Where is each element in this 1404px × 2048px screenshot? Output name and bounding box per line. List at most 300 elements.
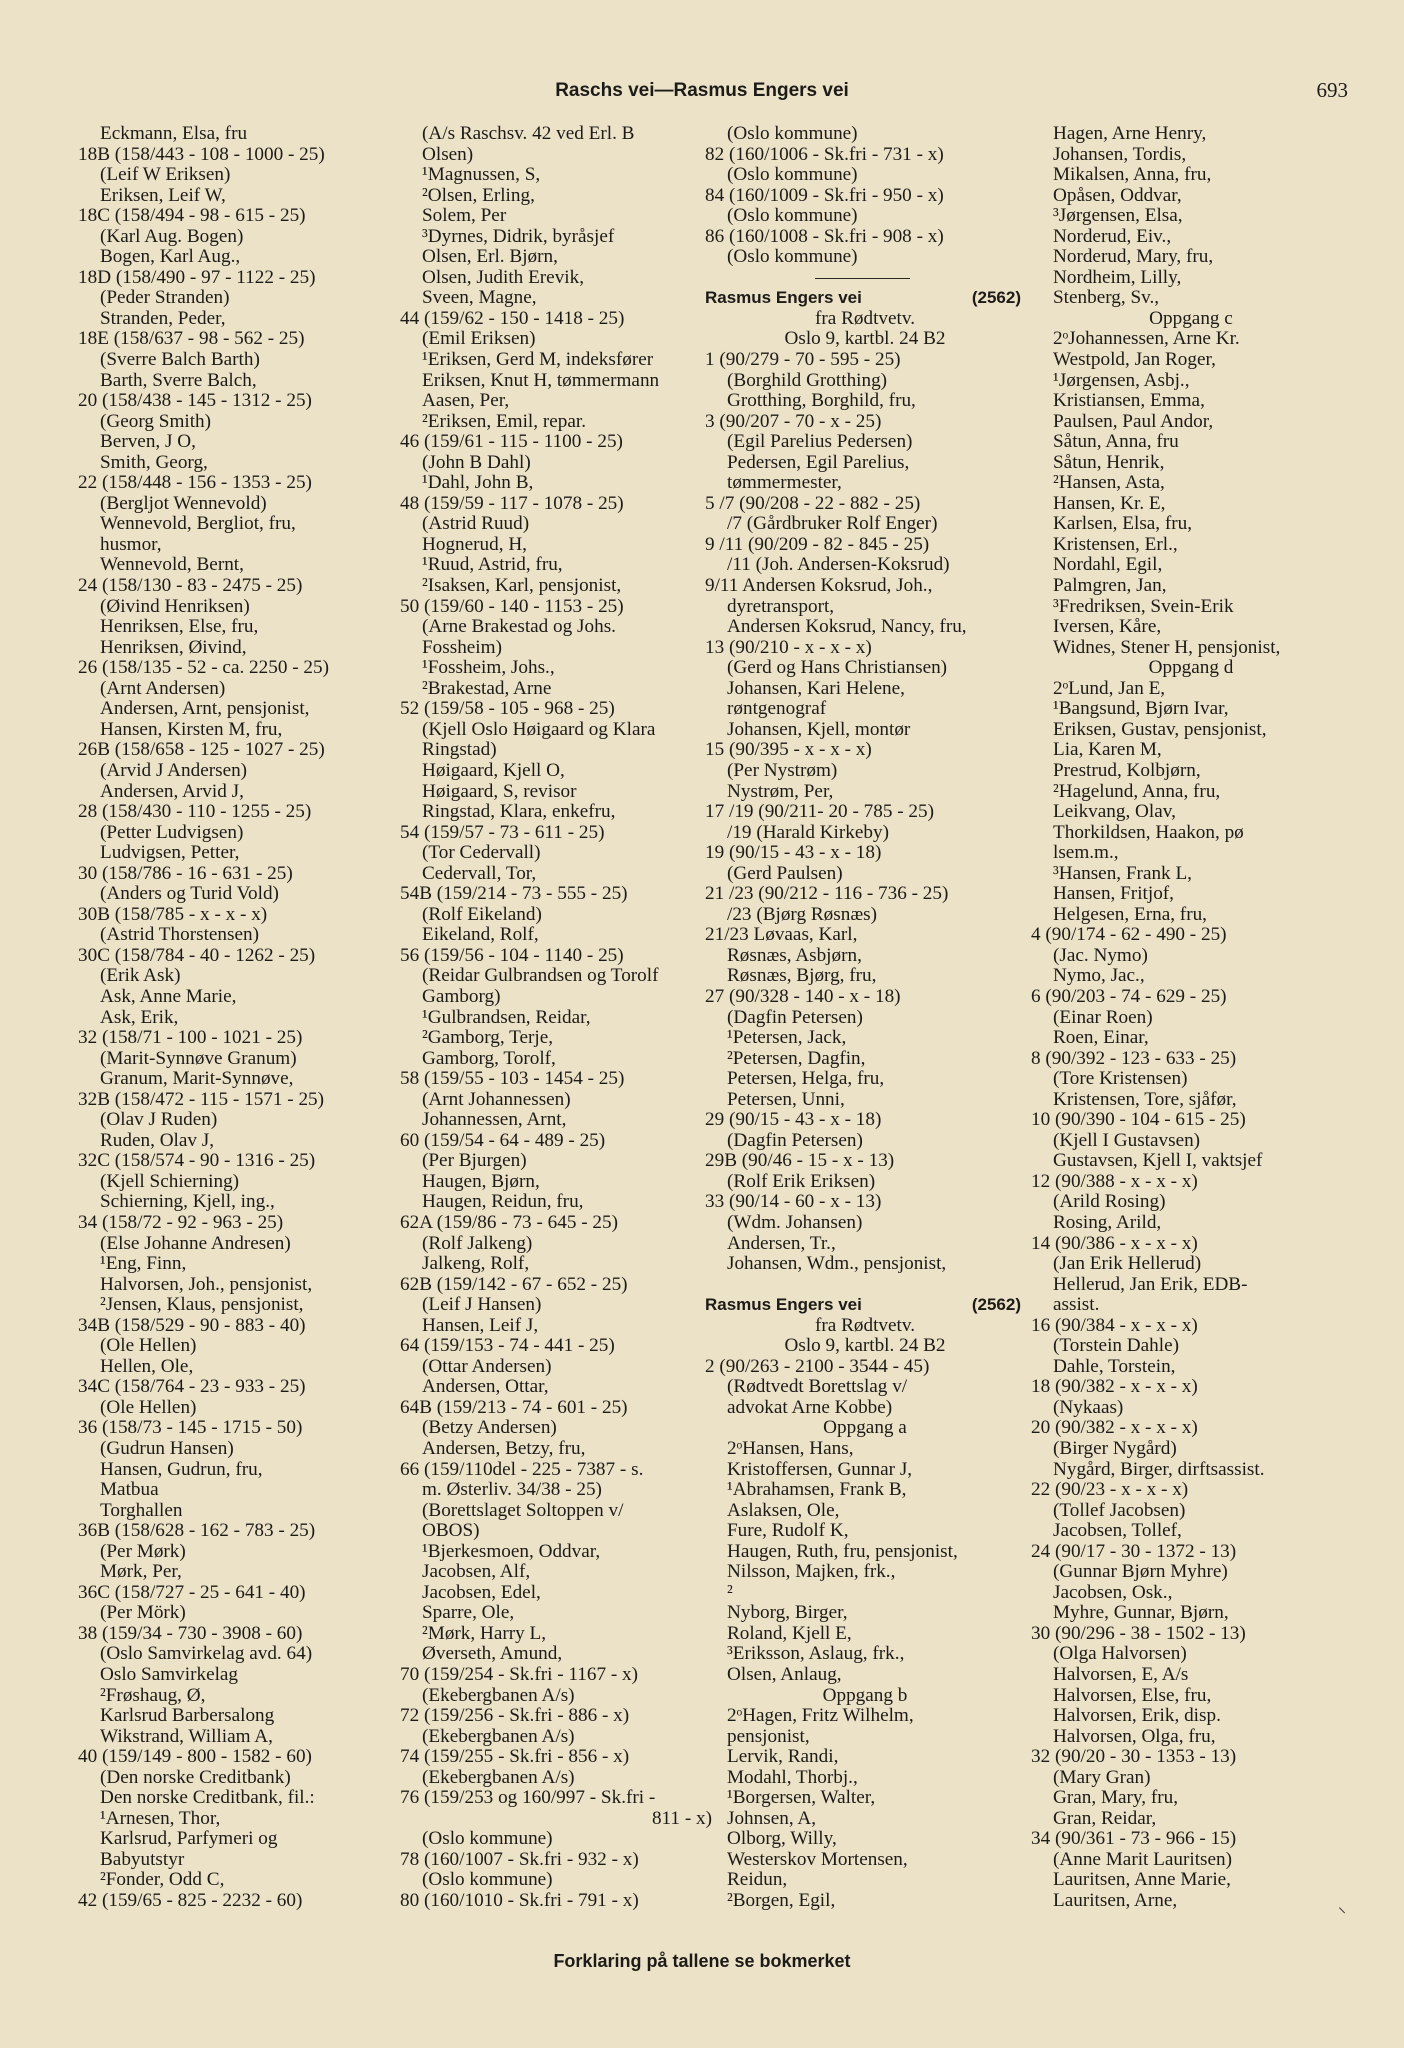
- resident-line: Stranden, Peder,: [100, 307, 226, 329]
- resident-line: (Borettslaget Soltoppen v/: [422, 1499, 624, 1521]
- resident-line: ¹Dahl, John B,: [422, 472, 534, 494]
- resident-line: Hellen, Ole,: [100, 1355, 194, 1377]
- resident-line: (Reidar Gulbrandsen og Torolf: [422, 965, 659, 987]
- resident-line: (Arne Brakestad og Johs.: [422, 616, 616, 638]
- resident-line: (Rolf Erik Eriksen): [727, 1170, 876, 1192]
- resident-line: Gamborg, Torolf,: [422, 1047, 556, 1069]
- address-entry: 1 (90/279 - 70 - 595 - 25): [705, 349, 901, 371]
- resident-line: Haugen, Bjørn,: [422, 1170, 540, 1192]
- resident-line: Bogen, Karl Aug.,: [100, 246, 241, 268]
- resident-line: Ringstad, Klara, enkefru,: [422, 801, 616, 823]
- resident-line: ²Mørk, Harry L,: [422, 1622, 547, 1644]
- resident-line: (Marit-Synnøve Granum): [100, 1047, 297, 1069]
- address-entry: 17 /19 (90/211- 20 - 785 - 25): [705, 801, 934, 823]
- resident-line: Cedervall, Tor,: [422, 862, 537, 884]
- address-entry: 60 (159/54 - 64 - 489 - 25): [400, 1129, 606, 1151]
- address-entry: 54 (159/57 - 73 - 611 - 25): [400, 821, 605, 843]
- resident-line: ¹Borgersen, Walter,: [727, 1787, 876, 1809]
- resident-line: (Birger Nygård): [1053, 1438, 1177, 1459]
- resident-line: Gran, Mary, fru,: [1053, 1787, 1179, 1809]
- resident-line: Fure, Rudolf K,: [727, 1520, 849, 1542]
- address-entry: 22 (90/23 - x - x - x): [1031, 1479, 1189, 1501]
- resident-line: (Jac. Nymo): [1053, 944, 1148, 966]
- resident-line: lsem.m.,: [1053, 842, 1119, 864]
- resident-line: tømmermester,: [727, 472, 842, 494]
- address-entry: 32 (90/20 - 30 - 1353 - 13): [1031, 1746, 1237, 1768]
- resident-line: Schierning, Kjell, ing.,: [100, 1191, 275, 1213]
- resident-line: (Einar Roen): [1053, 1006, 1153, 1028]
- resident-line: 811 - x): [651, 1807, 712, 1829]
- address-entry: 58 (159/55 - 103 - 1454 - 25): [400, 1068, 625, 1090]
- resident-line: (Oslo kommune): [422, 1869, 553, 1891]
- resident-line: (Ekebergbanen A/s): [422, 1725, 575, 1747]
- address-entry: 21 /23 (90/212 - 116 - 736 - 25): [705, 883, 949, 905]
- resident-line: /7 (Gårdbruker Rolf Enger): [727, 513, 938, 535]
- resident-line: Palmgren, Jan,: [1053, 575, 1167, 597]
- resident-line: Rosing, Arild,: [1053, 1211, 1162, 1233]
- address-entry: 46 (159/61 - 115 - 1100 - 25): [400, 431, 623, 453]
- resident-line: ¹Abrahamsen, Frank B,: [727, 1479, 907, 1501]
- resident-line: (Gerd og Hans Christiansen): [727, 657, 948, 679]
- resident-line: /19 (Harald Kirkeby): [727, 821, 889, 843]
- resident-line: Fossheim): [422, 636, 502, 658]
- resident-line: Hagen, Arne Henry,: [1053, 124, 1207, 144]
- resident-line: (Olga Halvorsen): [1053, 1643, 1187, 1665]
- page-number: 693: [1316, 78, 1348, 102]
- resident-line: Hansen, Gudrun, fru,: [100, 1458, 263, 1480]
- resident-line: (Oslo kommune): [727, 246, 858, 268]
- address-entry: 30 (90/296 - 38 - 1502 - 13): [1031, 1622, 1246, 1644]
- resident-line: (Karl Aug. Bogen): [100, 225, 244, 247]
- resident-line: Matbua: [100, 1479, 159, 1501]
- centered-line: Oppgang d: [1148, 657, 1234, 679]
- resident-line: Johnsen, A,: [727, 1807, 817, 1829]
- resident-line: Johansen, Wdm., pensjonist,: [727, 1253, 947, 1275]
- resident-line: Nygård, Birger, dirftsassist.: [1053, 1458, 1265, 1480]
- address-entry: 9/11 Andersen Koksrud, Joh.,: [705, 575, 933, 597]
- stray-mark: ⸜: [1338, 1899, 1347, 1916]
- address-entry: 34 (158/72 - 92 - 963 - 25): [78, 1211, 284, 1233]
- address-entry: 20 (158/438 - 145 - 1312 - 25): [78, 390, 312, 412]
- resident-line: Aslaksen, Ole,: [727, 1499, 840, 1521]
- resident-line: Olborg, Willy,: [727, 1828, 837, 1850]
- address-entry: 8 (90/392 - 123 - 633 - 25): [1031, 1047, 1237, 1069]
- address-entry: 30B (158/785 - x - x - x): [78, 903, 268, 925]
- street-code: (2562): [971, 1295, 1021, 1315]
- resident-line: Henriksen, Else, fru,: [100, 616, 259, 638]
- address-entry: 56 (159/56 - 104 - 1140 - 25): [400, 944, 624, 966]
- resident-line: Lauritsen, Anne Marie,: [1053, 1869, 1231, 1891]
- address-entry: 76 (159/253 og 160/997 - Sk.fri -: [400, 1787, 656, 1809]
- resident-line: Eriksen, Knut H, tømmermann: [422, 369, 660, 391]
- address-entry: 2 (90/263 - 2100 - 3544 - 45): [705, 1355, 930, 1377]
- resident-line: (Egil Parelius Pedersen): [727, 431, 913, 453]
- resident-line: Nordheim, Lilly,: [1053, 266, 1182, 288]
- resident-line: Kristensen, Erl.,: [1053, 533, 1178, 555]
- address-entry: 30C (158/784 - 40 - 1262 - 25): [78, 944, 316, 966]
- resident-line: Jacobsen, Edel,: [422, 1581, 541, 1603]
- resident-line: (Borghild Grotthing): [727, 369, 888, 391]
- resident-line: Smith, Georg,: [100, 451, 208, 473]
- resident-line: (Sverre Balch Barth): [100, 349, 260, 371]
- address-entry: 18 (90/382 - x - x - x): [1031, 1376, 1198, 1398]
- resident-line: Thorkildsen, Haakon, pø: [1053, 821, 1244, 843]
- resident-line: Johansen, Kari Helene,: [727, 677, 905, 699]
- resident-line: ²Hagelund, Anna, fru,: [1053, 780, 1221, 802]
- resident-line: Roen, Einar,: [1053, 1027, 1149, 1049]
- resident-line: Olsen, Anlaug,: [727, 1664, 842, 1686]
- resident-line: (Oslo kommune): [422, 1828, 553, 1850]
- address-entry: 52 (159/58 - 105 - 968 - 25): [400, 698, 615, 720]
- address-entry: 21/23 Løvaas, Karl,: [705, 924, 858, 946]
- resident-line: Såtun, Anna, fru: [1053, 431, 1179, 453]
- resident-line: Mikalsen, Anna, fru,: [1053, 164, 1212, 186]
- resident-line: Reidun,: [727, 1869, 788, 1891]
- resident-line: (Jan Erik Hellerud): [1053, 1253, 1202, 1275]
- resident-line: (Ole Hellen): [100, 1335, 197, 1357]
- resident-line: (John B Dahl): [422, 451, 531, 473]
- resident-line: ²Olsen, Erling,: [422, 184, 535, 206]
- resident-line: 2ᵒLund, Jan E,: [1053, 677, 1166, 699]
- resident-line: (Arnt Andersen): [100, 677, 226, 699]
- resident-line: (Georg Smith): [100, 410, 212, 432]
- resident-line: Norderud, Mary, fru,: [1053, 246, 1214, 268]
- resident-line: ¹Gulbrandsen, Reidar,: [422, 1006, 591, 1028]
- resident-line: Andersen, Tr.,: [727, 1232, 836, 1254]
- address-entry: 78 (160/1007 - Sk.fri - 932 - x): [400, 1848, 639, 1870]
- resident-line: Kristiansen, Emma,: [1053, 390, 1205, 412]
- address-entry: 6 (90/203 - 74 - 629 - 25): [1031, 985, 1227, 1007]
- resident-line: (Astrid Ruud): [422, 513, 530, 535]
- resident-line: (Kjell I Gustavsen): [1053, 1129, 1201, 1151]
- address-entry: 84 (160/1009 - Sk.fri - 950 - x): [705, 184, 944, 206]
- street-heading: [705, 1295, 1025, 1316]
- address-entry: 18E (158/637 - 98 - 562 - 25): [78, 328, 305, 350]
- address-entry: 10 (90/390 - 104 - 615 - 25): [1031, 1109, 1246, 1131]
- address-entry: 12 (90/388 - x - x - x): [1031, 1170, 1198, 1192]
- resident-line: Lia, Karen M,: [1053, 739, 1162, 761]
- resident-line: Halvorsen, Else, fru,: [1053, 1684, 1212, 1706]
- resident-line: ²Borgen, Egil,: [727, 1890, 836, 1912]
- resident-line: Kristensen, Tore, sjåfør,: [1053, 1088, 1237, 1110]
- resident-line: husmor,: [100, 533, 162, 555]
- address-entry: 29 (90/15 - 43 - x - 18): [705, 1109, 882, 1131]
- address-entry: 70 (159/254 - Sk.fri - 1167 - x): [400, 1664, 639, 1686]
- resident-line: Nilsson, Majken, frk.,: [727, 1561, 896, 1583]
- resident-line: Modahl, Thorbj.,: [727, 1766, 858, 1788]
- resident-line: Nystrøm, Per,: [727, 780, 834, 802]
- resident-line: (Rolf Eikeland): [422, 903, 542, 925]
- resident-line: Widnes, Stener H, pensjonist,: [1053, 636, 1281, 658]
- resident-line: m. Østerliv. 34/38 - 25): [422, 1479, 602, 1501]
- address-entry: 48 (159/59 - 117 - 1078 - 25): [400, 492, 624, 514]
- resident-line: Ludvigsen, Petter,: [100, 842, 240, 864]
- directory-column-3: [705, 124, 1025, 1912]
- resident-line: dyretransport,: [727, 595, 835, 617]
- resident-line: (Øivind Henriksen): [100, 595, 250, 617]
- address-entry: 72 (159/256 - Sk.fri - 886 - x): [400, 1705, 630, 1727]
- address-entry: 22 (158/448 - 156 - 1353 - 25): [78, 472, 312, 494]
- centered-line: Oppgang b: [822, 1684, 908, 1706]
- resident-line: Mørk, Per,: [100, 1561, 182, 1583]
- resident-line: Gran, Reidar,: [1053, 1807, 1157, 1829]
- resident-line: Eckmann, Elsa, fru: [100, 124, 248, 144]
- resident-line: (Arvid J Andersen): [100, 759, 248, 781]
- resident-line: Lauritsen, Arne,: [1053, 1890, 1178, 1912]
- address-entry: 32C (158/574 - 90 - 1316 - 25): [78, 1150, 316, 1172]
- resident-line: Hansen, Kr. E,: [1053, 492, 1166, 514]
- resident-line: Ask, Anne Marie,: [100, 985, 237, 1007]
- resident-line: Haugen, Ruth, fru, pensjonist,: [727, 1540, 958, 1562]
- resident-line: (Else Johanne Andresen): [100, 1232, 291, 1254]
- resident-line: Olsen, Erl. Bjørn,: [422, 246, 558, 268]
- resident-line: Iversen, Kåre,: [1053, 616, 1162, 638]
- resident-line: Haugen, Reidun, fru,: [422, 1191, 584, 1213]
- resident-line: røntgenograf: [727, 698, 827, 720]
- address-entry: 62B (159/142 - 67 - 652 - 25): [400, 1273, 628, 1295]
- resident-line: (Ekebergbanen A/s): [422, 1766, 575, 1788]
- section-divider: [705, 268, 1025, 289]
- resident-line: Hognerud, H,: [422, 533, 527, 555]
- address-entry: 64 (159/153 - 74 - 441 - 25): [400, 1335, 615, 1357]
- resident-line: (Dagfin Petersen): [727, 1129, 863, 1151]
- page-title: Raschs vei—Rasmus Engers vei: [555, 80, 849, 101]
- resident-line: ²Eriksen, Emil, repar.: [422, 410, 587, 432]
- resident-line: ³Hansen, Frank L,: [1053, 862, 1192, 884]
- resident-line: (Leif J Hansen): [422, 1294, 542, 1316]
- resident-line: ²Brakestad, Arne: [422, 677, 552, 699]
- resident-line: (Arild Rosing): [1053, 1191, 1166, 1213]
- resident-line: Halvorsen, E, A/s: [1053, 1664, 1189, 1686]
- address-entry: 27 (90/328 - 140 - x - 18): [705, 985, 901, 1007]
- resident-line: ¹Fossheim, Johs.,: [422, 657, 555, 679]
- resident-line: (Petter Ludvigsen): [100, 821, 244, 843]
- address-entry: 14 (90/386 - x - x - x): [1031, 1232, 1198, 1254]
- address-entry: 80 (160/1010 - Sk.fri - 791 - x): [400, 1890, 639, 1912]
- resident-line: Andersen Koksrud, Nancy, fru,: [727, 616, 967, 638]
- resident-line: Kristoffersen, Gunnar J,: [727, 1458, 913, 1480]
- address-entry: 18C (158/494 - 98 - 615 - 25): [78, 205, 306, 227]
- resident-line: Ask, Erik,: [100, 1006, 179, 1028]
- resident-line: ³Jørgensen, Elsa,: [1053, 205, 1183, 227]
- resident-line: Karlsen, Elsa, fru,: [1053, 513, 1193, 535]
- resident-line: Norderud, Eiv.,: [1053, 225, 1172, 247]
- resident-line: Jacobsen, Tollef,: [1053, 1520, 1182, 1542]
- resident-line: advokat Arne Kobbe): [727, 1396, 893, 1418]
- resident-line: Solem, Per: [422, 205, 507, 227]
- address-entry: 24 (90/17 - 30 - 1372 - 13): [1031, 1540, 1237, 1562]
- address-entry: 18B (158/443 - 108 - 1000 - 25): [78, 143, 325, 165]
- resident-line: ¹Magnussen, S,: [422, 164, 541, 186]
- resident-line: ³Dyrnes, Didrik, byråsjef: [422, 225, 615, 247]
- address-entry: 36C (158/727 - 25 - 641 - 40): [78, 1581, 306, 1603]
- resident-line: Myhre, Gunnar, Bjørn,: [1053, 1602, 1229, 1624]
- resident-line: Røsnæs, Asbjørn,: [727, 944, 862, 966]
- resident-line: Torghallen: [100, 1499, 183, 1521]
- resident-line: (Anne Marit Lauritsen): [1053, 1848, 1233, 1870]
- resident-line: (Betzy Andersen): [422, 1417, 557, 1439]
- address-entry: 38 (159/34 - 730 - 3908 - 60): [78, 1622, 303, 1644]
- resident-line: 2ᵒHagen, Fritz Wilhelm,: [727, 1705, 914, 1727]
- resident-line: Nyborg, Birger,: [727, 1602, 848, 1624]
- street-heading: [705, 288, 1025, 309]
- resident-line: ²: [727, 1581, 733, 1603]
- address-entry: 29B (90/46 - 15 - x - 13): [705, 1150, 895, 1172]
- resident-line: ¹Eriksen, Gerd M, indeksfører: [422, 349, 654, 371]
- resident-line: (Erik Ask): [100, 965, 181, 987]
- resident-line: ¹Ruud, Astrid, fru,: [422, 554, 563, 576]
- resident-line: Wikstrand, William A,: [100, 1725, 273, 1747]
- resident-line: Andersen, Arvid J,: [100, 780, 244, 802]
- resident-line: Barth, Sverre Balch,: [100, 369, 257, 391]
- resident-line: Johansen, Tordis,: [1053, 143, 1187, 165]
- resident-line: Karlsrud, Parfymeri og: [100, 1828, 278, 1850]
- resident-line: Eriksen, Gustav, pensjonist,: [1053, 718, 1267, 740]
- resident-line: (Mary Gran): [1053, 1766, 1151, 1788]
- resident-line: Sveen, Magne,: [422, 287, 537, 309]
- resident-line: Paulsen, Paul Andor,: [1053, 410, 1214, 432]
- address-entry: 5 /7 (90/208 - 22 - 882 - 25): [705, 492, 921, 514]
- resident-line: ²Petersen, Dagfin,: [727, 1047, 866, 1069]
- resident-line: (Gerd Paulsen): [727, 862, 843, 884]
- resident-line: Karlsrud Barbersalong: [100, 1705, 275, 1727]
- resident-line: (Gunnar Bjørn Myhre): [1053, 1561, 1228, 1583]
- resident-line: ³Fredriksen, Svein-Erik: [1053, 595, 1234, 617]
- resident-line: ²Jensen, Klaus, pensjonist,: [100, 1294, 304, 1316]
- address-entry: 40 (159/149 - 800 - 1582 - 60): [78, 1746, 312, 1768]
- resident-line: Henriksen, Øivind,: [100, 636, 247, 658]
- address-entry: 42 (159/65 - 825 - 2232 - 60): [78, 1890, 303, 1912]
- resident-line: Den norske Creditbank, fil.:: [100, 1787, 315, 1809]
- directory-column-4: [1031, 124, 1351, 1912]
- resident-line: (Ottar Andersen): [422, 1355, 552, 1377]
- address-entry: 44 (159/62 - 150 - 1418 - 25): [400, 307, 625, 329]
- resident-line: Westerskov Mortensen,: [727, 1848, 908, 1870]
- address-entry: 33 (90/14 - 60 - x - 13): [705, 1191, 882, 1213]
- resident-line: Høigaard, S, revisor: [422, 780, 577, 802]
- resident-line: Wennevold, Bergliot, fru,: [100, 513, 296, 535]
- address-entry: 50 (159/60 - 140 - 1153 - 25): [400, 595, 624, 617]
- resident-line: Hansen, Kirsten M, fru,: [100, 718, 283, 740]
- resident-line: Olsen, Judith Erevik,: [422, 266, 585, 288]
- resident-line: Oslo Samvirkelag: [100, 1664, 239, 1686]
- resident-line: Eriksen, Leif W,: [100, 184, 226, 206]
- resident-line: (Torstein Dahle): [1053, 1335, 1179, 1357]
- resident-line: Nymo, Jac.,: [1053, 965, 1145, 987]
- resident-line: Andersen, Ottar,: [422, 1376, 549, 1398]
- resident-line: Aasen, Per,: [422, 390, 510, 412]
- address-entry: 18D (158/490 - 97 - 1122 - 25): [78, 266, 316, 288]
- resident-line: Røsnæs, Bjørg, fru,: [727, 965, 877, 987]
- resident-line: ²Hansen, Asta,: [1053, 472, 1165, 494]
- address-entry: 82 (160/1006 - Sk.fri - 731 - x): [705, 143, 944, 165]
- resident-line: ¹Arnesen, Thor,: [100, 1807, 221, 1829]
- resident-line: (Kjell Oslo Høigaard og Klara: [422, 718, 656, 740]
- centered-line: Oppgang c: [1149, 307, 1233, 329]
- address-entry: 54B (159/214 - 73 - 555 - 25): [400, 883, 628, 905]
- resident-line: OBOS): [422, 1520, 480, 1542]
- resident-line: Dahle, Torstein,: [1053, 1355, 1176, 1377]
- resident-line: Westpold, Jan Roger,: [1053, 349, 1216, 371]
- address-entry: 24 (158/130 - 83 - 2475 - 25): [78, 575, 303, 597]
- centered-line: fra Rødtvetv.: [815, 1314, 915, 1336]
- resident-line: Andersen, Arnt, pensjonist,: [100, 698, 310, 720]
- resident-line: (Per Mörk): [100, 1602, 186, 1624]
- resident-line: Stenberg, Sv.,: [1053, 287, 1160, 309]
- resident-line: (Ole Hellen): [100, 1396, 197, 1418]
- address-entry: 26B (158/658 - 125 - 1027 - 25): [78, 739, 325, 761]
- resident-line: Opåsen, Oddvar,: [1053, 184, 1182, 206]
- resident-line: assist.: [1053, 1294, 1100, 1316]
- resident-line: (Emil Eriksen): [422, 328, 536, 350]
- resident-line: Pedersen, Egil Parelius,: [727, 451, 910, 473]
- address-entry: 9 /11 (90/209 - 82 - 845 - 25): [705, 533, 930, 555]
- resident-line: Eikeland, Rolf,: [422, 924, 539, 946]
- centered-line: Oppgang a: [823, 1417, 907, 1439]
- resident-line: (Oslo Samvirkelag avd. 64): [100, 1643, 313, 1665]
- address-entry: 36B (158/628 - 162 - 783 - 25): [78, 1520, 316, 1542]
- resident-line: Prestrud, Kolbjørn,: [1053, 759, 1201, 781]
- resident-line: ¹Jørgensen, Asbj.,: [1053, 369, 1190, 391]
- resident-line: pensjonist,: [727, 1725, 810, 1747]
- resident-line: Leikvang, Olav,: [1053, 801, 1176, 823]
- address-entry: 16 (90/384 - x - x - x): [1031, 1314, 1198, 1336]
- resident-line: 2ᵒJohannessen, Arne Kr.: [1053, 328, 1240, 350]
- resident-line: Jacobsen, Alf,: [422, 1561, 531, 1583]
- resident-line: (Per Bjurgen): [422, 1150, 527, 1172]
- resident-line: (Per Mørk): [100, 1540, 186, 1562]
- resident-line: (Olav J Ruden): [100, 1109, 218, 1131]
- address-entry: 74 (159/255 - Sk.fri - 856 - x): [400, 1746, 630, 1768]
- resident-line: Olsen): [422, 143, 474, 165]
- resident-line: (Peder Stranden): [100, 287, 230, 309]
- resident-line: Berven, J O,: [100, 431, 196, 453]
- address-entry: 20 (90/382 - x - x - x): [1031, 1417, 1198, 1439]
- centered-line: Oslo 9, kartbl. 24 B2: [784, 1335, 946, 1357]
- centered-line: Oslo 9, kartbl. 24 B2: [784, 328, 946, 350]
- resident-line: ¹Eng, Finn,: [100, 1253, 187, 1275]
- address-entry: 64B (159/213 - 74 - 601 - 25): [400, 1396, 628, 1418]
- resident-line: 2ᵒHansen, Hans,: [727, 1438, 854, 1459]
- resident-line: (Tollef Jacobsen): [1053, 1499, 1186, 1521]
- resident-line: (Arnt Johannessen): [422, 1088, 571, 1110]
- resident-line: (Bergljot Wennevold): [100, 492, 267, 514]
- spacer: [705, 1275, 1025, 1296]
- resident-line: Ruden, Olav J,: [100, 1129, 215, 1151]
- address-entry: 13 (90/210 - x - x - x): [705, 636, 872, 658]
- resident-line: Andersen, Betzy, fru,: [422, 1438, 586, 1459]
- resident-line: (Den norske Creditbank): [100, 1766, 291, 1788]
- address-entry: 19 (90/15 - 43 - x - 18): [705, 842, 882, 864]
- resident-line: Halvorsen, Joh., pensjonist,: [100, 1273, 313, 1295]
- resident-line: Hansen, Leif J,: [422, 1314, 539, 1336]
- address-entry: 36 (158/73 - 145 - 1715 - 50): [78, 1417, 303, 1439]
- resident-line: ²Frøshaug, Ø,: [100, 1684, 206, 1706]
- page-header: [0, 78, 1404, 108]
- resident-line: (Oslo kommune): [727, 164, 858, 186]
- street-name: Rasmus Engers vei: [705, 1295, 862, 1315]
- resident-line: (Astrid Thorstensen): [100, 924, 259, 946]
- centered-line: fra Rødtvetv.: [815, 307, 915, 329]
- resident-line: (Oslo kommune): [727, 205, 858, 227]
- resident-line: Lervik, Randi,: [727, 1746, 839, 1768]
- resident-line: (Rødtvedt Borettslag v/: [727, 1376, 908, 1398]
- address-entry: 34C (158/764 - 23 - 933 - 25): [78, 1376, 306, 1398]
- resident-line: (Dagfin Petersen): [727, 1006, 863, 1028]
- directory-column-1: [78, 124, 398, 1912]
- resident-line: Helgesen, Erna, fru,: [1053, 903, 1207, 925]
- resident-line: Øverseth, Amund,: [422, 1643, 563, 1665]
